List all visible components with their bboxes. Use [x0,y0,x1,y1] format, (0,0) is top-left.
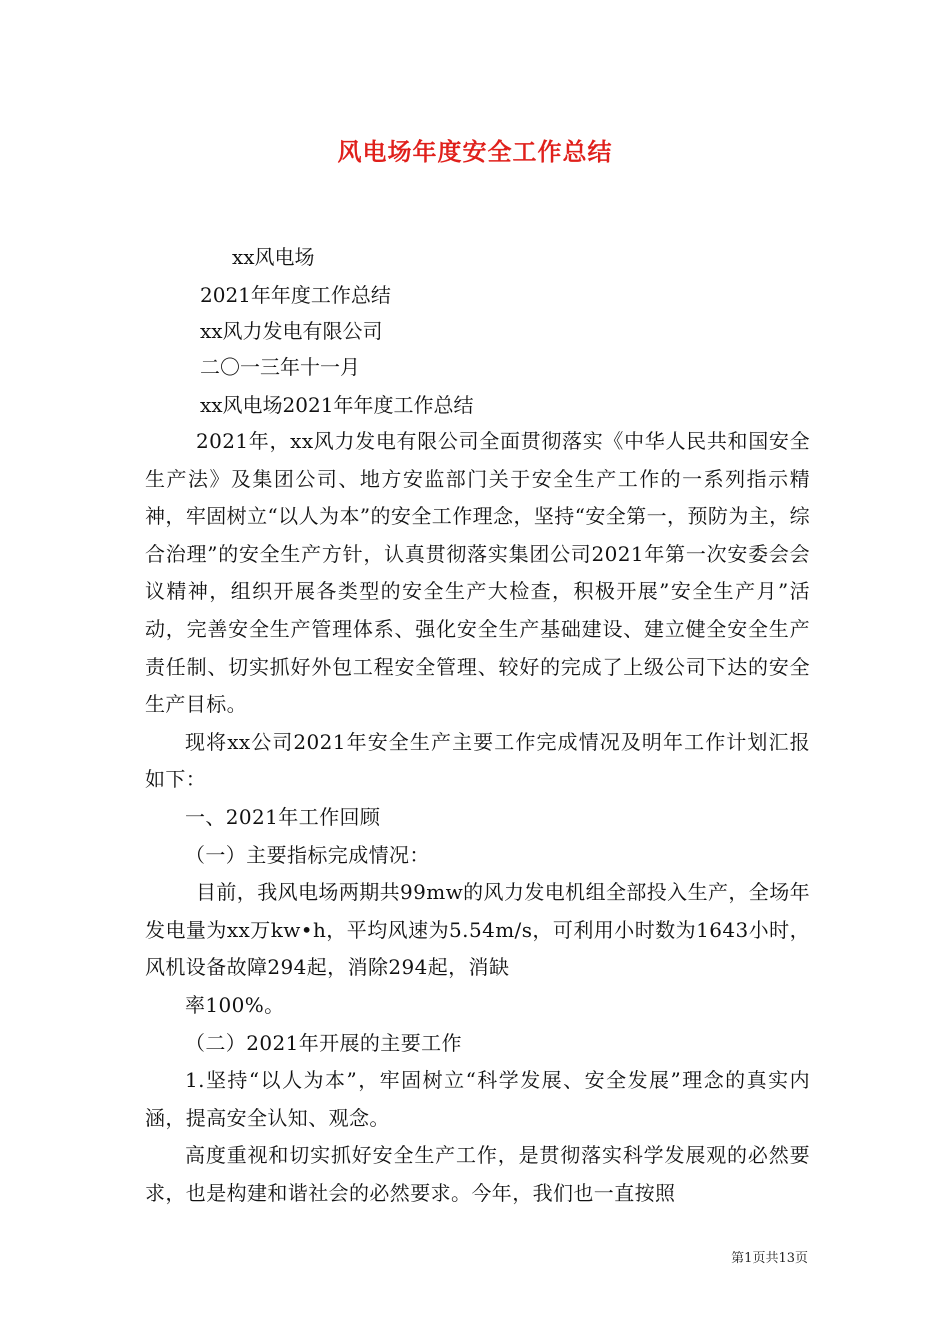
paragraph-report-intro: 现将xx公司2021年安全生产主要工作完成情况及明年工作计划汇报如下： [145,729,810,792]
paragraph-indicators: 目前，我风电场两期共99mw的风力发电机组全部投入生产，全场年发电量为xx万kw•h，平均风速为5.54m/s，可利用小时数为1643小时，风机设备故障294起，消除294起，消缺 [145,880,810,980]
section-heading: xx风电场2021年年度工作总结 [200,393,474,417]
heading-review: 一、2021年工作回顾 [185,804,381,829]
cover-line-date: 二〇一三年十一月 [200,355,360,379]
cover-line-site: xx风电场 [232,245,315,269]
document-title: 风电场年度安全工作总结 [337,138,613,166]
cover-line-report-title: 2021年年度工作总结 [200,283,391,307]
paragraph-intro: 2021年，xx风力发电有限公司全面贯彻落实《中华人民共和国安全生产法》及集团公司、地方安监部门关于安全生产工作的一系列指示精神，牢固树立“以人为本”的安全工作理念，坚持“安全第一，预防为主，综合治理”的安全生产方针，认真贯彻落实集团公司2021年第一次安委会会议精神，组织开展各类型的安全生产大检查，积极开展”安全生产月”活动，完善安全生产管理体系、强化安全生产基础建设、建立健全安全生产责任制、切实抓好外包工程安全管理、较好的完成了上级公司下达的安全生产目标。 [145,429,810,717]
document-body [145,423,810,1212]
paragraph-rate: 率100%。 [185,992,285,1017]
paragraph-people-first: 1.坚持“以人为本”，牢固树立“科学发展、安全发展”理念的真实内涵，提高安全认知、观念。 [145,1068,810,1130]
heading-main-work: （二）2021年开展的主要工作 [185,1030,462,1055]
page-number-footer: 第1页共13页 [731,1251,808,1266]
heading-indicators: （一）主要指标完成情况： [185,842,430,867]
cover-line-company: xx风力发电有限公司 [200,319,383,343]
paragraph-importance: 高度重视和切实抓好安全生产工作，是贯彻落实科学发展观的必然要求，也是构建和谐社会的必然要求。今年，我们也一直按照 [145,1143,810,1205]
